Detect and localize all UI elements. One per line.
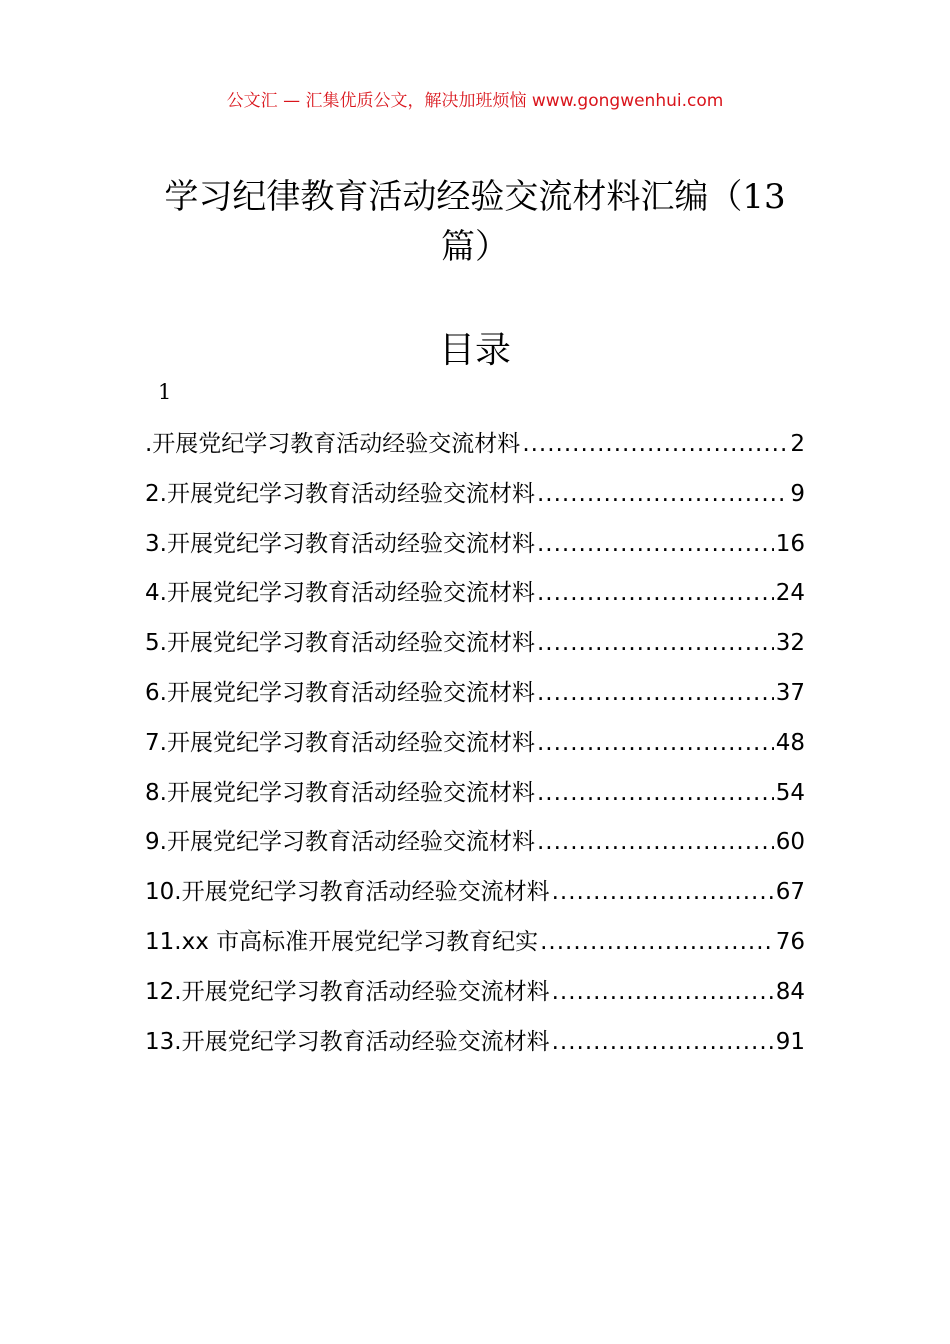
toc-marker: 1 [158,380,172,404]
toc-entry-page: 84 [775,978,805,1005]
toc-entry-label: 6.开展党纪学习教育活动经验交流材料 [145,679,535,706]
toc-entry-label: 2.开展党纪学习教育活动经验交流材料 [145,480,535,507]
toc-entry[interactable] [145,918,805,968]
toc-list [145,420,805,1067]
toc-heading: 目录 [438,330,511,371]
toc-leader [537,769,774,819]
toc-entry-label: .开展党纪学习教育活动经验交流材料 [145,431,521,457]
toc-entry[interactable] [145,769,805,819]
title-suffix: 篇） [441,227,509,267]
toc-entry[interactable] [145,1018,805,1068]
toc-entry-page: 2 [790,431,805,457]
toc-leader [552,1018,774,1068]
toc-entry-page: 76 [775,928,805,955]
toc-entry-label: 13.开展党纪学习教育活动经验交流材料 [145,1028,550,1055]
title-count: 13 [742,177,786,217]
toc-entry[interactable] [145,619,805,669]
toc-entry[interactable] [145,669,805,719]
toc-entry-page: 16 [775,530,805,557]
toc-entry[interactable] [145,818,805,868]
toc-entry-page: 37 [775,679,805,706]
toc-leader [540,918,774,968]
toc-entry-page: 60 [775,829,805,856]
toc-entry[interactable] [145,420,805,470]
toc-entry-page: 9 [790,480,805,507]
toc-leader [537,818,774,868]
toc-entry-label: 3.开展党纪学习教育活动经验交流材料 [145,530,535,557]
toc-entry-page: 67 [775,879,805,906]
toc-entry-label: 8.开展党纪学习教育活动经验交流材料 [145,779,535,806]
toc-entry[interactable] [145,470,805,520]
title-text: 学习纪律教育活动经验交流材料汇编（ [164,177,743,217]
toc-entry-label: 12.开展党纪学习教育活动经验交流材料 [145,978,550,1005]
toc-leader [552,968,774,1018]
toc-leader [537,520,774,570]
toc-leader [537,619,774,669]
toc-leader [552,868,774,918]
toc-entry-label: 10.开展党纪学习教育活动经验交流材料 [145,879,550,906]
document-title [150,172,800,272]
toc-leader [522,420,788,470]
toc-entry-page: 48 [775,729,805,756]
toc-entry-label: 4.开展党纪学习教育活动经验交流材料 [145,580,535,607]
toc-leader [537,470,788,520]
toc-entry-label: 5.开展党纪学习教育活动经验交流材料 [145,630,535,657]
toc-leader [537,719,774,769]
toc-entry-page: 54 [775,779,805,806]
toc-leader [537,669,774,719]
toc-entry-page: 32 [775,630,805,657]
toc-entry-label: 7.开展党纪学习教育活动经验交流材料 [145,729,535,756]
toc-entry[interactable] [145,569,805,619]
toc-leader [537,569,774,619]
toc-entry-label: 9.开展党纪学习教育活动经验交流材料 [145,829,535,856]
toc-entry[interactable] [145,868,805,918]
toc-entry[interactable] [145,520,805,570]
watermark-header: 公文汇 — 汇集优质公文，解决加班烦恼 www.gongwenhui.com [226,91,724,111]
toc-entry-label: 11.xx 市高标准开展党纪学习教育纪实 [145,928,539,955]
toc-entry[interactable] [145,719,805,769]
toc-entry-page: 91 [775,1028,805,1055]
toc-entry-page: 24 [775,580,805,607]
toc-entry[interactable] [145,968,805,1018]
